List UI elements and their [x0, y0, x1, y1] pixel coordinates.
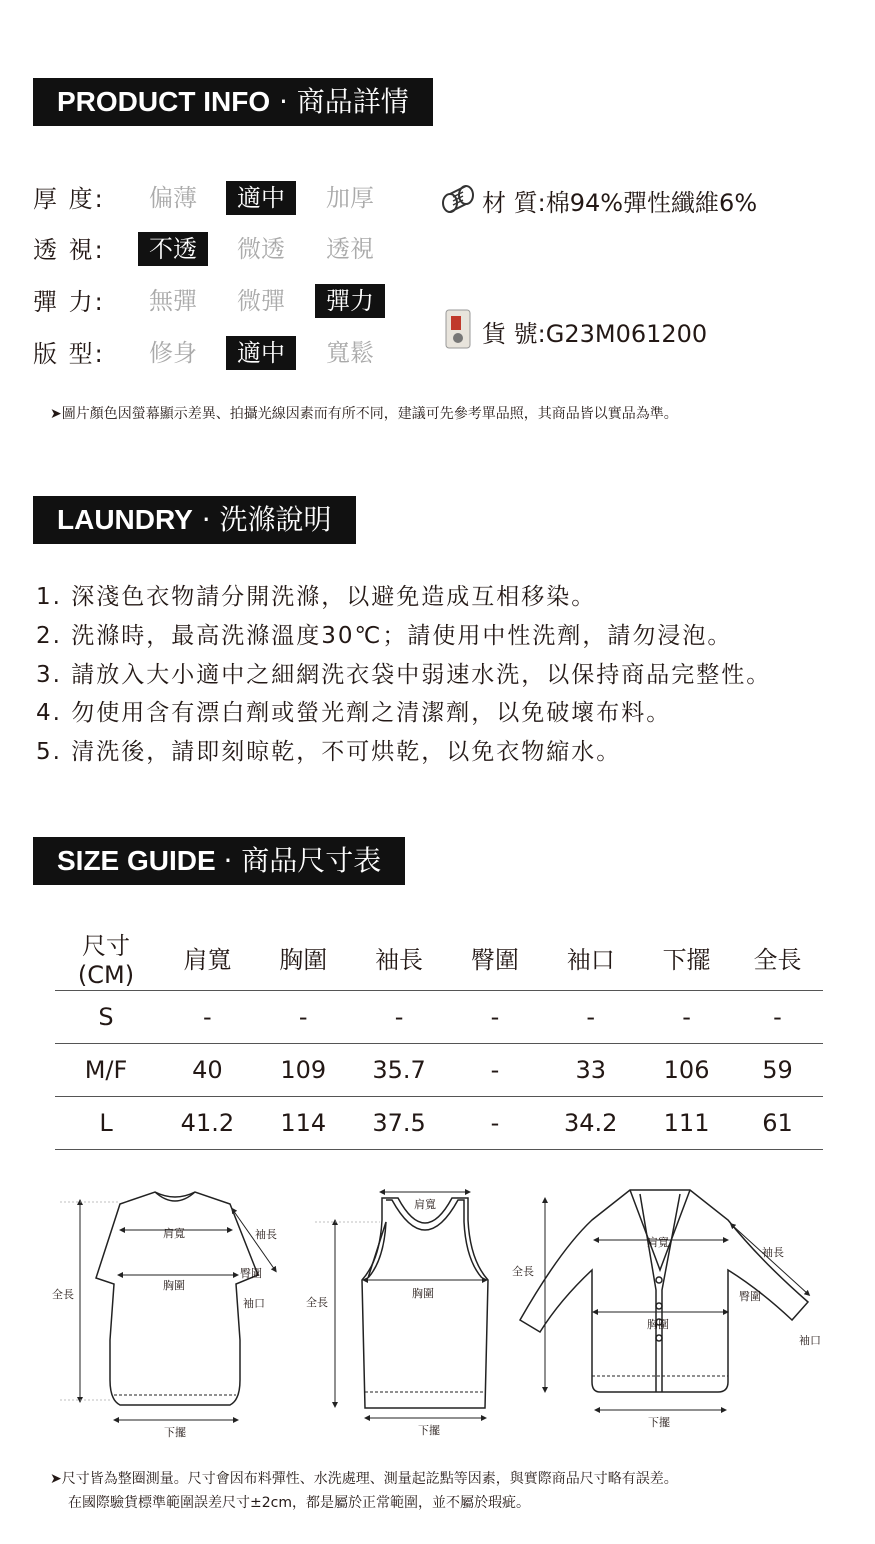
laundry-title — [33, 496, 356, 544]
size-header-cell: 袖口 — [540, 925, 641, 991]
attr-option-selected: 適中 — [226, 181, 296, 215]
attr-option: 微彈 — [237, 287, 285, 315]
attr-option-selected: 不透 — [138, 232, 208, 266]
hem-label: 下擺 — [418, 1424, 440, 1437]
attr-option: 微透 — [237, 235, 285, 263]
size-note: 在國際驗貨標準範圍誤差尺寸±2cm，都是屬於正常範圍，並不屬於瑕疵。 — [68, 1495, 530, 1511]
tank-top-diagram — [315, 1192, 488, 1418]
material-line — [482, 183, 757, 218]
size-cell: 35.7 — [349, 1044, 450, 1097]
size-table — [55, 925, 823, 1150]
size-cell: 59 — [732, 1044, 823, 1097]
attr-option: 寬鬆 — [326, 339, 374, 367]
chest-label: 胸圍 — [412, 1287, 434, 1300]
product-photo-note: ➤圖片顏色因螢幕顯示差異、拍攝光線因素而有所不同，建議可先參考單品照，其商品皆以實品為準。 — [50, 406, 678, 422]
size-cell: 109 — [258, 1044, 349, 1097]
size-cell: - — [449, 1097, 540, 1150]
table-row — [55, 1097, 823, 1150]
size-cell: 40 — [157, 1044, 258, 1097]
attr-label: 版 型: — [33, 340, 105, 368]
size-header-cell: 袖長 — [349, 925, 450, 991]
shoulder-label: 肩寬 — [163, 1227, 185, 1240]
cuff-label: 袖口 — [243, 1297, 265, 1310]
size-header-cell: 尺寸(CM) — [55, 925, 157, 991]
size-guide-title-zh: · 商品尺寸表 — [223, 844, 382, 877]
laundry-item: 4. 勿使用含有漂白劑或螢光劑之清潔劑，以免破壞布料。 — [36, 700, 672, 726]
attr-option: 修身 — [149, 339, 197, 367]
product-info-title-en: PRODUCT INFO — [57, 86, 271, 117]
size-header-cell: 肩寬 — [157, 925, 258, 991]
sleeve-label: 袖長 — [255, 1228, 277, 1241]
chest-label: 胸圍 — [647, 1318, 669, 1331]
length-label: 全長 — [306, 1296, 328, 1309]
size-cell: - — [732, 991, 823, 1044]
size-cell: S — [55, 991, 157, 1044]
size-guide-title — [33, 837, 405, 885]
laundry-title-en: LAUNDRY — [57, 504, 193, 535]
size-cell: 34.2 — [540, 1097, 641, 1150]
attr-label: 厚 度: — [33, 185, 105, 213]
hip-label: 臀圍 — [739, 1290, 761, 1303]
size-note: ➤尺寸皆為整圈測量。尺寸會因布料彈性、水洗處理、測量起訖點等因素，與實際商品尺寸略有誤差。 — [50, 1471, 678, 1487]
size-header-cell: 胸圍 — [258, 925, 349, 991]
size-cell: - — [157, 991, 258, 1044]
material-value: 棉94%彈性纖維6% — [545, 189, 758, 217]
size-cell: L — [55, 1097, 157, 1150]
size-cell: 111 — [641, 1097, 732, 1150]
table-row — [55, 1044, 823, 1097]
hem-label: 下擺 — [164, 1426, 186, 1439]
attr-label: 彈 力: — [33, 288, 105, 316]
attr-option-selected: 適中 — [226, 336, 296, 370]
size-guide-title-en: SIZE GUIDE — [57, 845, 224, 876]
sku-value: G23M061200 — [545, 320, 708, 348]
attr-option: 透視 — [326, 235, 374, 263]
size-cell: - — [349, 991, 450, 1044]
size-cell: 106 — [641, 1044, 732, 1097]
product-info-title — [33, 78, 433, 126]
attr-label: 透 視: — [33, 236, 105, 264]
sleeve-label: 袖長 — [762, 1246, 784, 1259]
size-header-cell: 全長 — [732, 925, 823, 991]
size-cell: - — [258, 991, 349, 1044]
size-header-cell: 下擺 — [641, 925, 732, 991]
attr-option-selected: 彈力 — [315, 284, 385, 318]
size-cell: 37.5 — [349, 1097, 450, 1150]
sku-line — [482, 314, 707, 349]
attr-option: 無彈 — [149, 287, 197, 315]
tag-icon — [443, 308, 473, 350]
length-label: 全長 — [512, 1265, 534, 1278]
size-header-cell: 臀圍 — [449, 925, 540, 991]
size-cell: 33 — [540, 1044, 641, 1097]
laundry-item: 2. 洗滌時，最高洗滌溫度30℃；請使用中性洗劑，請勿浸泡。 — [36, 623, 733, 649]
sku-label: 貨 號: — [482, 320, 546, 348]
laundry-item: 5. 清洗後，請即刻晾乾，不可烘乾，以免衣物縮水。 — [36, 739, 622, 765]
size-cell: - — [540, 991, 641, 1044]
size-cell: - — [641, 991, 732, 1044]
size-cell: - — [449, 1044, 540, 1097]
table-row — [55, 991, 823, 1044]
size-cell: - — [449, 991, 540, 1044]
thread-spool-icon — [440, 183, 478, 215]
laundry-item: 1. 深淺色衣物請分開洗滌，以避免造成互相移染。 — [36, 584, 597, 610]
laundry-item: 3. 請放入大小適中之細網洗衣袋中弱速水洗，以保持商品完整性。 — [36, 662, 772, 688]
hem-label: 下擺 — [648, 1416, 670, 1429]
shoulder-label: 肩寬 — [414, 1198, 436, 1211]
chest-label: 胸圍 — [163, 1279, 185, 1292]
cardigan-diagram — [520, 1190, 808, 1410]
size-table-header-row — [55, 925, 823, 991]
size-cell: 61 — [732, 1097, 823, 1150]
laundry-title-zh: · 洗滌說明 — [192, 503, 332, 536]
length-label: 全長 — [52, 1288, 74, 1301]
attr-option: 加厚 — [326, 184, 374, 212]
material-label: 材 質: — [482, 189, 546, 217]
size-cell: M/F — [55, 1044, 157, 1097]
hip-label: 臀圍 — [240, 1267, 262, 1280]
product-info-title-zh: · 商品詳情 — [270, 85, 409, 118]
attr-option: 偏薄 — [149, 184, 197, 212]
size-cell: 114 — [258, 1097, 349, 1150]
garment-measurement-diagrams — [0, 1180, 875, 1445]
shoulder-label: 肩寬 — [647, 1236, 669, 1249]
cuff-label: 袖口 — [799, 1334, 821, 1347]
size-cell: 41.2 — [157, 1097, 258, 1150]
